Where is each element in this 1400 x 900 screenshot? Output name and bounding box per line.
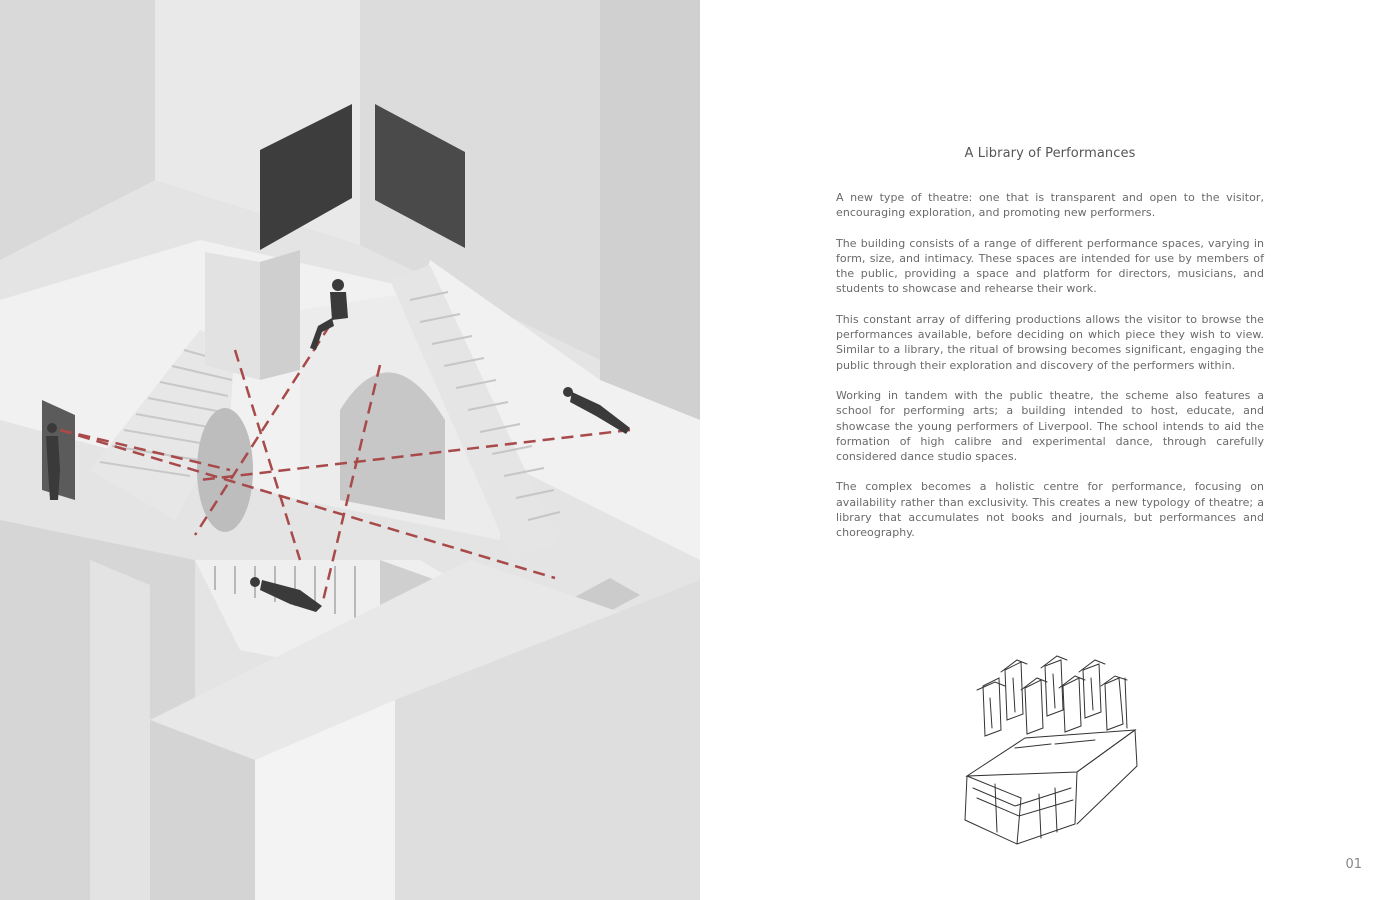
paragraph-browsing: This constant array of differing productions allows the visitor to browse the performances available, before deciding on which piece they wish to view. Similar to a library, the ritual of browsing becomes significant, engaging the public through their exploration and discovery of the performers within. [836,312,1264,372]
concept-sketch [955,648,1145,853]
text-panel [836,146,1264,556]
paragraph-spaces: The building consists of a range of different performance spaces, varying in form, size, and intimacy. These spaces are intended for use by members of the public, providing a space and platform for directors, musicians, and students to showcase and rehearse their work. [836,236,1264,296]
hand-drawn-massing-sketch [955,648,1145,853]
paragraph-school: Working in tandem with the public theatre, the scheme also features a school for performing arts; a building intended to host, educate, and showcase the young performers of Liverpool. The school intends to aid the formation of high calibre and experimental dance, through carefully considered dance studio spaces. [836,388,1264,464]
page-title: A Library of Performances [964,146,1136,161]
paragraph-conclusion: The complex becomes a holistic centre for performance, focusing on availability rather than exclusivity. This creates a new typology of theatre; a library that accumulates not books and journals, but performances and choreography. [836,480,1264,540]
page-number: 01 [1345,857,1362,872]
paragraph-intro: A new type of theatre: one that is transparent and open to the visitor, encouraging exploration, and promoting new performers. [836,191,1264,220]
